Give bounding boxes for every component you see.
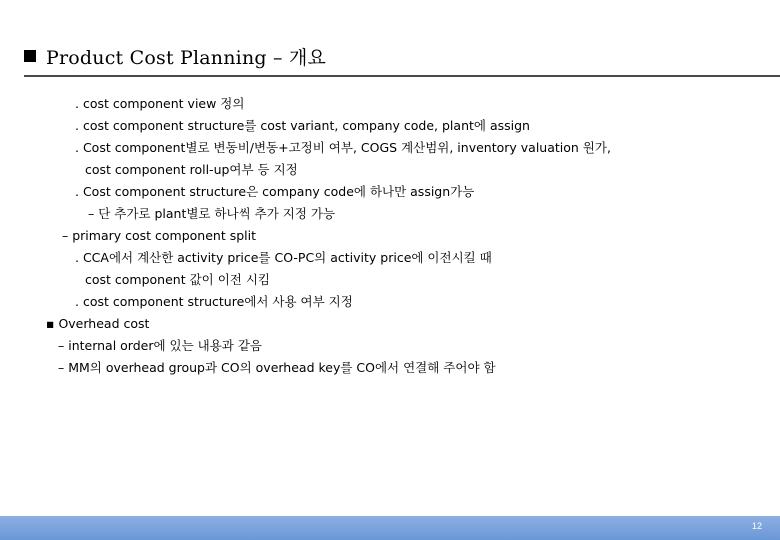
body-line: . Cost component별로 변동비/변동+고정비 여부, COGS 계산범위, inventory valuation 원가, <box>75 140 611 155</box>
square-bullet-icon <box>24 50 36 62</box>
title-divider <box>24 75 780 77</box>
body-line: ▪ Overhead cost <box>46 316 150 331</box>
body-line: – MM의 overhead group과 CO의 overhead key를 CO에서 연결해 주어야 함 <box>58 360 496 375</box>
body-line: cost component roll-up여부 등 지정 <box>85 162 298 177</box>
body-line: . cost component view 정의 <box>75 96 245 111</box>
body-line: – primary cost component split <box>62 228 257 243</box>
body-line: cost component 값이 이전 시킴 <box>85 272 270 287</box>
body-line: – internal order에 있는 내용과 같음 <box>58 338 263 353</box>
body-line: . CCA에서 계산한 activity price를 CO-PC의 activity price에 이전시킬 때 <box>75 250 492 265</box>
slide-title-row <box>24 42 326 70</box>
footer-bar <box>0 516 780 540</box>
page-number: 12 <box>751 521 762 531</box>
body-line: – 단 추가로 plant별로 하나씩 추가 지정 가능 <box>88 206 336 221</box>
body-line: . Cost component structure은 company code에 하나만 assign가능 <box>75 184 475 199</box>
body-line: . cost component structure에서 사용 여부 지정 <box>75 294 353 309</box>
slide-title: Product Cost Planning – 개요 <box>46 46 327 69</box>
body-line: . cost component structure를 cost variant, company code, plant에 assign <box>75 118 530 133</box>
